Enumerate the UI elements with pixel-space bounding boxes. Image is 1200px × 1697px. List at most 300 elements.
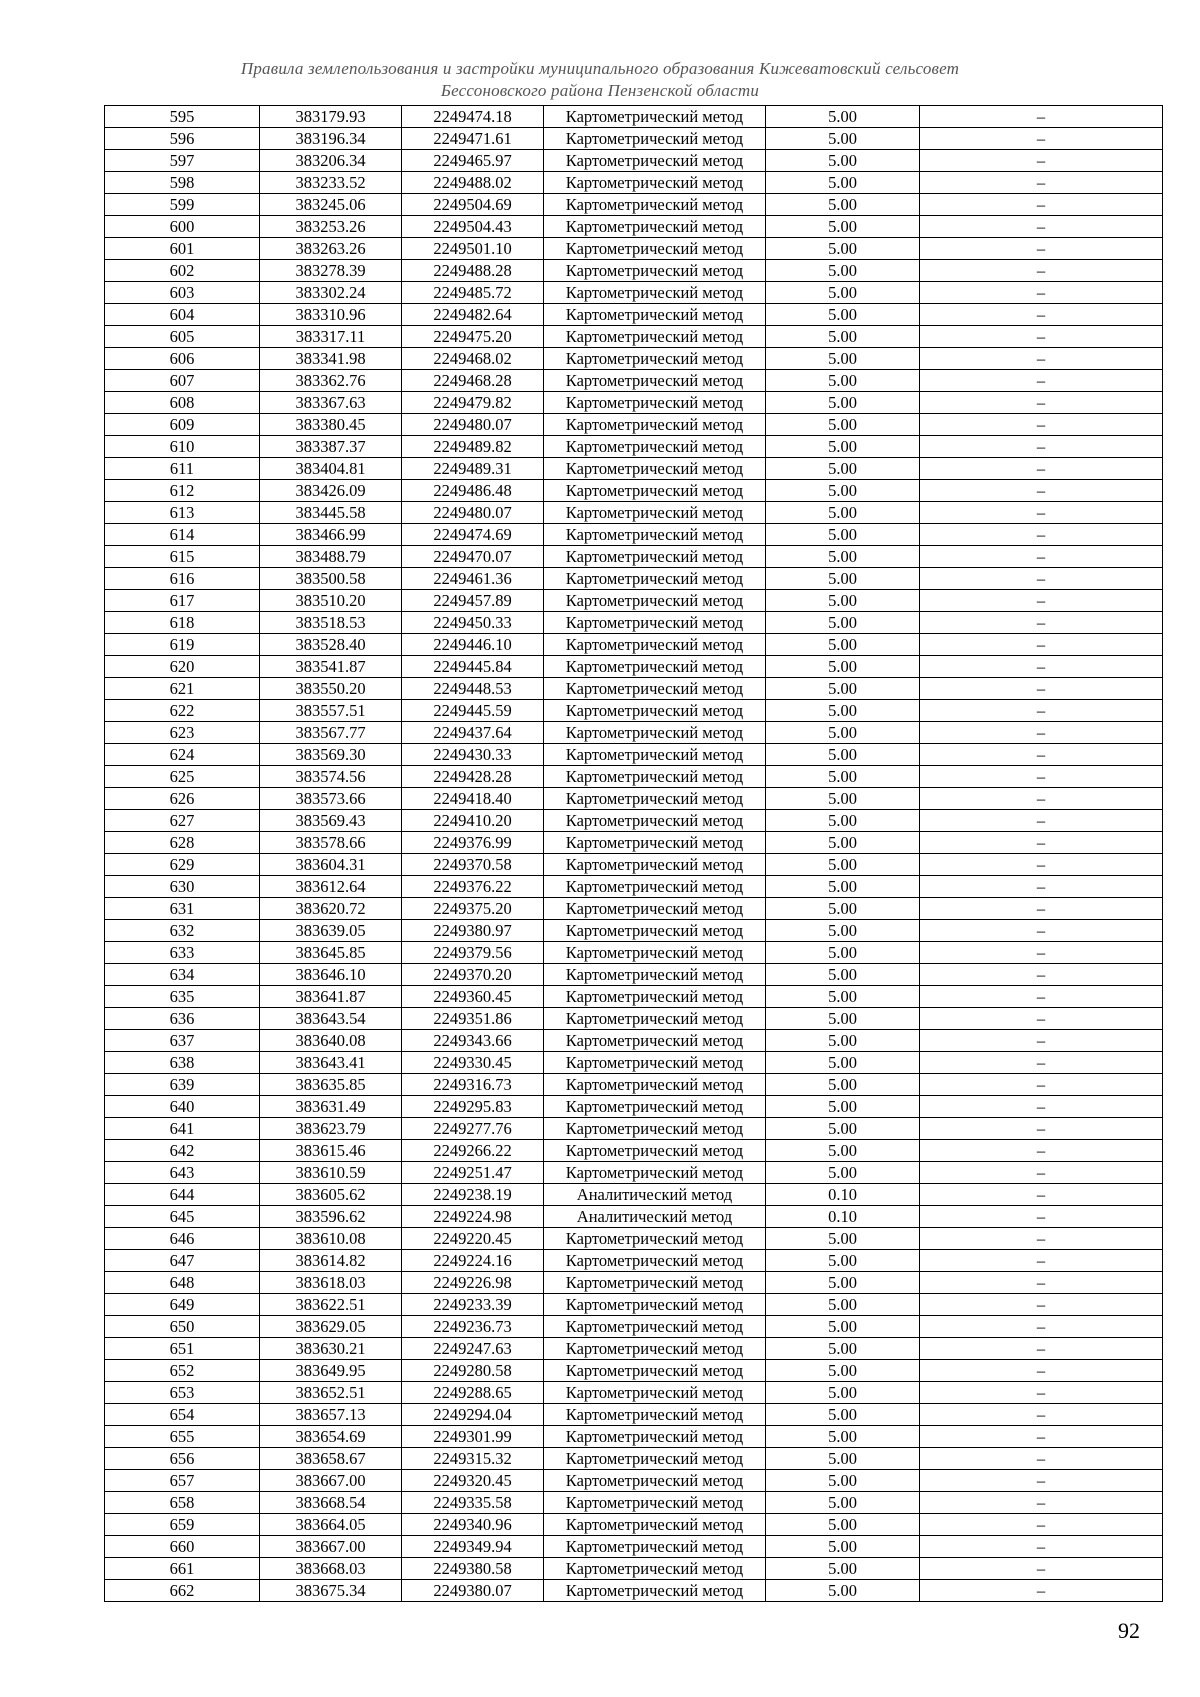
method-cell: Картометрический метод (544, 502, 766, 524)
accuracy-cell: 5.00 (766, 1272, 920, 1294)
description-cell: – (920, 964, 1163, 986)
y-coordinate-cell: 2249236.73 (402, 1316, 544, 1338)
method-cell: Картометрический метод (544, 788, 766, 810)
method-cell: Картометрический метод (544, 1074, 766, 1096)
method-cell: Картометрический метод (544, 1008, 766, 1030)
y-coordinate-cell: 2249376.99 (402, 832, 544, 854)
y-coordinate-cell: 2249316.73 (402, 1074, 544, 1096)
method-cell: Картометрический метод (544, 1492, 766, 1514)
y-coordinate-cell: 2249445.59 (402, 700, 544, 722)
table-row (105, 920, 1163, 942)
description-cell: – (920, 722, 1163, 744)
point-number-cell: 610 (105, 436, 260, 458)
point-number-cell: 602 (105, 260, 260, 282)
x-coordinate-cell: 383578.66 (260, 832, 402, 854)
point-number-cell: 607 (105, 370, 260, 392)
accuracy-cell: 5.00 (766, 656, 920, 678)
description-cell: – (920, 106, 1163, 128)
y-coordinate-cell: 2249479.82 (402, 392, 544, 414)
point-number-cell: 629 (105, 854, 260, 876)
accuracy-cell: 5.00 (766, 700, 920, 722)
method-cell: Картометрический метод (544, 392, 766, 414)
x-coordinate-cell: 383614.82 (260, 1250, 402, 1272)
y-coordinate-cell: 2249450.33 (402, 612, 544, 634)
point-number-cell: 635 (105, 986, 260, 1008)
y-coordinate-cell: 2249461.36 (402, 568, 544, 590)
y-coordinate-cell: 2249437.64 (402, 722, 544, 744)
point-number-cell: 640 (105, 1096, 260, 1118)
method-cell: Картометрический метод (544, 1030, 766, 1052)
description-cell: – (920, 612, 1163, 634)
x-coordinate-cell: 383622.51 (260, 1294, 402, 1316)
table-row (105, 1382, 1163, 1404)
description-cell: – (920, 128, 1163, 150)
description-cell: – (920, 876, 1163, 898)
description-cell: – (920, 326, 1163, 348)
point-number-cell: 653 (105, 1382, 260, 1404)
y-coordinate-cell: 2249501.10 (402, 238, 544, 260)
description-cell: – (920, 392, 1163, 414)
x-coordinate-cell: 383550.20 (260, 678, 402, 700)
method-cell: Картометрический метод (544, 1096, 766, 1118)
x-coordinate-cell: 383610.59 (260, 1162, 402, 1184)
accuracy-cell: 5.00 (766, 942, 920, 964)
point-number-cell: 595 (105, 106, 260, 128)
description-cell: – (920, 1580, 1163, 1602)
accuracy-cell: 5.00 (766, 1074, 920, 1096)
method-cell: Картометрический метод (544, 942, 766, 964)
table-row (105, 634, 1163, 656)
y-coordinate-cell: 2249489.31 (402, 458, 544, 480)
method-cell: Картометрический метод (544, 1426, 766, 1448)
table-row (105, 788, 1163, 810)
y-coordinate-cell: 2249294.04 (402, 1404, 544, 1426)
y-coordinate-cell: 2249380.97 (402, 920, 544, 942)
method-cell: Картометрический метод (544, 766, 766, 788)
y-coordinate-cell: 2249295.83 (402, 1096, 544, 1118)
y-coordinate-cell: 2249266.22 (402, 1140, 544, 1162)
description-cell: – (920, 810, 1163, 832)
y-coordinate-cell: 2249448.53 (402, 678, 544, 700)
accuracy-cell: 5.00 (766, 766, 920, 788)
point-number-cell: 639 (105, 1074, 260, 1096)
description-cell: – (920, 1536, 1163, 1558)
table-row (105, 370, 1163, 392)
y-coordinate-cell: 2249351.86 (402, 1008, 544, 1030)
accuracy-cell: 5.00 (766, 326, 920, 348)
accuracy-cell: 5.00 (766, 282, 920, 304)
y-coordinate-cell: 2249224.16 (402, 1250, 544, 1272)
point-number-cell: 616 (105, 568, 260, 590)
method-cell: Картометрический метод (544, 1118, 766, 1140)
description-cell: – (920, 216, 1163, 238)
accuracy-cell: 5.00 (766, 1426, 920, 1448)
accuracy-cell: 5.00 (766, 1360, 920, 1382)
description-cell: – (920, 986, 1163, 1008)
accuracy-cell: 5.00 (766, 106, 920, 128)
point-number-cell: 659 (105, 1514, 260, 1536)
y-coordinate-cell: 2249360.45 (402, 986, 544, 1008)
accuracy-cell: 5.00 (766, 1294, 920, 1316)
accuracy-cell: 5.00 (766, 546, 920, 568)
y-coordinate-cell: 2249220.45 (402, 1228, 544, 1250)
description-cell: – (920, 502, 1163, 524)
y-coordinate-cell: 2249251.47 (402, 1162, 544, 1184)
table-row (105, 216, 1163, 238)
accuracy-cell: 5.00 (766, 1228, 920, 1250)
x-coordinate-cell: 383605.62 (260, 1184, 402, 1206)
table-row (105, 392, 1163, 414)
accuracy-cell: 5.00 (766, 1558, 920, 1580)
method-cell: Картометрический метод (544, 1052, 766, 1074)
y-coordinate-cell: 2249379.56 (402, 942, 544, 964)
x-coordinate-cell: 383341.98 (260, 348, 402, 370)
table-row (105, 1118, 1163, 1140)
accuracy-cell: 5.00 (766, 414, 920, 436)
x-coordinate-cell: 383629.05 (260, 1316, 402, 1338)
method-cell: Картометрический метод (544, 260, 766, 282)
point-number-cell: 638 (105, 1052, 260, 1074)
description-cell: – (920, 282, 1163, 304)
method-cell: Картометрический метод (544, 986, 766, 1008)
table-row (105, 590, 1163, 612)
accuracy-cell: 5.00 (766, 1096, 920, 1118)
table-row (105, 700, 1163, 722)
point-number-cell: 624 (105, 744, 260, 766)
description-cell: – (920, 1096, 1163, 1118)
description-cell: – (920, 1140, 1163, 1162)
table-row (105, 1448, 1163, 1470)
description-cell: – (920, 766, 1163, 788)
y-coordinate-cell: 2249480.07 (402, 502, 544, 524)
method-cell: Картометрический метод (544, 810, 766, 832)
page-header (150, 58, 1050, 102)
y-coordinate-cell: 2249320.45 (402, 1470, 544, 1492)
point-number-cell: 645 (105, 1206, 260, 1228)
accuracy-cell: 5.00 (766, 986, 920, 1008)
table-row (105, 1096, 1163, 1118)
table-row (105, 1338, 1163, 1360)
x-coordinate-cell: 383253.26 (260, 216, 402, 238)
x-coordinate-cell: 383196.34 (260, 128, 402, 150)
y-coordinate-cell: 2249504.43 (402, 216, 544, 238)
x-coordinate-cell: 383574.56 (260, 766, 402, 788)
x-coordinate-cell: 383387.37 (260, 436, 402, 458)
method-cell: Картометрический метод (544, 920, 766, 942)
method-cell: Картометрический метод (544, 172, 766, 194)
method-cell: Картометрический метод (544, 546, 766, 568)
table-row (105, 436, 1163, 458)
accuracy-cell: 5.00 (766, 128, 920, 150)
y-coordinate-cell: 2249418.40 (402, 788, 544, 810)
description-cell: – (920, 1294, 1163, 1316)
point-number-cell: 618 (105, 612, 260, 634)
description-cell: – (920, 1250, 1163, 1272)
description-cell: – (920, 590, 1163, 612)
x-coordinate-cell: 383569.43 (260, 810, 402, 832)
point-number-cell: 631 (105, 898, 260, 920)
table-row (105, 1140, 1163, 1162)
point-number-cell: 632 (105, 920, 260, 942)
table-row (105, 150, 1163, 172)
point-number-cell: 606 (105, 348, 260, 370)
y-coordinate-cell: 2249475.20 (402, 326, 544, 348)
x-coordinate-cell: 383510.20 (260, 590, 402, 612)
point-number-cell: 661 (105, 1558, 260, 1580)
method-cell: Картометрический метод (544, 854, 766, 876)
table-row (105, 1250, 1163, 1272)
y-coordinate-cell: 2249315.32 (402, 1448, 544, 1470)
accuracy-cell: 5.00 (766, 832, 920, 854)
point-number-cell: 620 (105, 656, 260, 678)
method-cell: Картометрический метод (544, 216, 766, 238)
accuracy-cell: 5.00 (766, 810, 920, 832)
point-number-cell: 657 (105, 1470, 260, 1492)
y-coordinate-cell: 2249277.76 (402, 1118, 544, 1140)
accuracy-cell: 5.00 (766, 260, 920, 282)
point-number-cell: 652 (105, 1360, 260, 1382)
x-coordinate-cell: 383645.85 (260, 942, 402, 964)
y-coordinate-cell: 2249370.58 (402, 854, 544, 876)
point-number-cell: 625 (105, 766, 260, 788)
x-coordinate-cell: 383646.10 (260, 964, 402, 986)
y-coordinate-cell: 2249330.45 (402, 1052, 544, 1074)
method-cell: Картометрический метод (544, 524, 766, 546)
description-cell: – (920, 414, 1163, 436)
point-number-cell: 597 (105, 150, 260, 172)
description-cell: – (920, 458, 1163, 480)
point-number-cell: 628 (105, 832, 260, 854)
x-coordinate-cell: 383630.21 (260, 1338, 402, 1360)
method-cell: Картометрический метод (544, 348, 766, 370)
method-cell: Картометрический метод (544, 1162, 766, 1184)
accuracy-cell: 5.00 (766, 1316, 920, 1338)
accuracy-cell: 5.00 (766, 1250, 920, 1272)
description-cell: – (920, 1404, 1163, 1426)
table-row (105, 1404, 1163, 1426)
x-coordinate-cell: 383639.05 (260, 920, 402, 942)
x-coordinate-cell: 383557.51 (260, 700, 402, 722)
y-coordinate-cell: 2249474.18 (402, 106, 544, 128)
table-row (105, 326, 1163, 348)
x-coordinate-cell: 383567.77 (260, 722, 402, 744)
point-number-cell: 649 (105, 1294, 260, 1316)
accuracy-cell: 5.00 (766, 524, 920, 546)
point-number-cell: 599 (105, 194, 260, 216)
point-number-cell: 605 (105, 326, 260, 348)
accuracy-cell: 5.00 (766, 898, 920, 920)
method-cell: Аналитический метод (544, 1206, 766, 1228)
page-number: 92 (1118, 1618, 1140, 1643)
method-cell: Картометрический метод (544, 1272, 766, 1294)
y-coordinate-cell: 2249468.28 (402, 370, 544, 392)
point-number-cell: 646 (105, 1228, 260, 1250)
x-coordinate-cell: 383604.31 (260, 854, 402, 876)
y-coordinate-cell: 2249474.69 (402, 524, 544, 546)
table-row (105, 172, 1163, 194)
description-cell: – (920, 1338, 1163, 1360)
method-cell: Картометрический метод (544, 612, 766, 634)
accuracy-cell: 5.00 (766, 502, 920, 524)
accuracy-cell: 5.00 (766, 1382, 920, 1404)
accuracy-cell: 5.00 (766, 1118, 920, 1140)
method-cell: Картометрический метод (544, 744, 766, 766)
table-row (105, 1228, 1163, 1250)
table-row (105, 1558, 1163, 1580)
description-cell: – (920, 436, 1163, 458)
accuracy-cell: 5.00 (766, 1404, 920, 1426)
table-row (105, 942, 1163, 964)
point-number-cell: 596 (105, 128, 260, 150)
point-number-cell: 611 (105, 458, 260, 480)
method-cell: Картометрический метод (544, 1382, 766, 1404)
point-number-cell: 617 (105, 590, 260, 612)
point-number-cell: 609 (105, 414, 260, 436)
y-coordinate-cell: 2249380.58 (402, 1558, 544, 1580)
y-coordinate-cell: 2249349.94 (402, 1536, 544, 1558)
y-coordinate-cell: 2249247.63 (402, 1338, 544, 1360)
table-row (105, 1470, 1163, 1492)
description-cell: – (920, 1030, 1163, 1052)
point-number-cell: 612 (105, 480, 260, 502)
y-coordinate-cell: 2249488.28 (402, 260, 544, 282)
y-coordinate-cell: 2249226.98 (402, 1272, 544, 1294)
method-cell: Картометрический метод (544, 876, 766, 898)
table-row (105, 568, 1163, 590)
accuracy-cell: 5.00 (766, 150, 920, 172)
y-coordinate-cell: 2249486.48 (402, 480, 544, 502)
accuracy-cell: 0.10 (766, 1184, 920, 1206)
description-cell: – (920, 1382, 1163, 1404)
table-row (105, 744, 1163, 766)
table-row (105, 1426, 1163, 1448)
y-coordinate-cell: 2249301.99 (402, 1426, 544, 1448)
x-coordinate-cell: 383668.03 (260, 1558, 402, 1580)
description-cell: – (920, 898, 1163, 920)
method-cell: Картометрический метод (544, 194, 766, 216)
description-cell: – (920, 854, 1163, 876)
x-coordinate-cell: 383179.93 (260, 106, 402, 128)
y-coordinate-cell: 2249233.39 (402, 1294, 544, 1316)
point-number-cell: 655 (105, 1426, 260, 1448)
accuracy-cell: 5.00 (766, 1162, 920, 1184)
point-number-cell: 627 (105, 810, 260, 832)
description-cell: – (920, 1316, 1163, 1338)
method-cell: Картометрический метод (544, 1338, 766, 1360)
method-cell: Картометрический метод (544, 964, 766, 986)
description-cell: – (920, 1514, 1163, 1536)
description-cell: – (920, 832, 1163, 854)
accuracy-cell: 5.00 (766, 634, 920, 656)
x-coordinate-cell: 383668.54 (260, 1492, 402, 1514)
x-coordinate-cell: 383664.05 (260, 1514, 402, 1536)
x-coordinate-cell: 383245.06 (260, 194, 402, 216)
description-cell: – (920, 656, 1163, 678)
point-number-cell: 650 (105, 1316, 260, 1338)
method-cell: Картометрический метод (544, 414, 766, 436)
x-coordinate-cell: 383263.26 (260, 238, 402, 260)
description-cell: – (920, 942, 1163, 964)
y-coordinate-cell: 2249480.07 (402, 414, 544, 436)
x-coordinate-cell: 383667.00 (260, 1470, 402, 1492)
point-number-cell: 615 (105, 546, 260, 568)
point-number-cell: 634 (105, 964, 260, 986)
point-number-cell: 660 (105, 1536, 260, 1558)
method-cell: Картометрический метод (544, 1558, 766, 1580)
accuracy-cell: 0.10 (766, 1206, 920, 1228)
point-number-cell: 636 (105, 1008, 260, 1030)
description-cell: – (920, 1228, 1163, 1250)
table-row (105, 304, 1163, 326)
table-row (105, 1514, 1163, 1536)
x-coordinate-cell: 383310.96 (260, 304, 402, 326)
method-cell: Картометрический метод (544, 326, 766, 348)
y-coordinate-cell: 2249446.10 (402, 634, 544, 656)
y-coordinate-cell: 2249482.64 (402, 304, 544, 326)
accuracy-cell: 5.00 (766, 392, 920, 414)
table-row (105, 810, 1163, 832)
description-cell: – (920, 568, 1163, 590)
table-row (105, 546, 1163, 568)
accuracy-cell: 5.00 (766, 1580, 920, 1602)
x-coordinate-cell: 383206.34 (260, 150, 402, 172)
x-coordinate-cell: 383631.49 (260, 1096, 402, 1118)
method-cell: Картометрический метод (544, 898, 766, 920)
x-coordinate-cell: 383426.09 (260, 480, 402, 502)
y-coordinate-cell: 2249224.98 (402, 1206, 544, 1228)
description-cell: – (920, 1360, 1163, 1382)
accuracy-cell: 5.00 (766, 194, 920, 216)
x-coordinate-cell: 383623.79 (260, 1118, 402, 1140)
point-number-cell: 619 (105, 634, 260, 656)
method-cell: Картометрический метод (544, 700, 766, 722)
y-coordinate-cell: 2249445.84 (402, 656, 544, 678)
description-cell: – (920, 172, 1163, 194)
method-cell: Картометрический метод (544, 304, 766, 326)
method-cell: Картометрический метод (544, 832, 766, 854)
method-cell: Картометрический метод (544, 1316, 766, 1338)
method-cell: Картометрический метод (544, 1140, 766, 1162)
table-row (105, 964, 1163, 986)
method-cell: Картометрический метод (544, 1250, 766, 1272)
point-number-cell: 651 (105, 1338, 260, 1360)
accuracy-cell: 5.00 (766, 788, 920, 810)
x-coordinate-cell: 383445.58 (260, 502, 402, 524)
table-body (105, 106, 1163, 1602)
description-cell: – (920, 700, 1163, 722)
description-cell: – (920, 304, 1163, 326)
point-number-cell: 614 (105, 524, 260, 546)
description-cell: – (920, 1558, 1163, 1580)
description-cell: – (920, 1162, 1163, 1184)
table-row (105, 612, 1163, 634)
method-cell: Картометрический метод (544, 480, 766, 502)
description-cell: – (920, 238, 1163, 260)
y-coordinate-cell: 2249504.69 (402, 194, 544, 216)
x-coordinate-cell: 383380.45 (260, 414, 402, 436)
table-row (105, 348, 1163, 370)
method-cell: Картометрический метод (544, 436, 766, 458)
method-cell: Картометрический метод (544, 634, 766, 656)
accuracy-cell: 5.00 (766, 744, 920, 766)
accuracy-cell: 5.00 (766, 480, 920, 502)
description-cell: – (920, 788, 1163, 810)
accuracy-cell: 5.00 (766, 1140, 920, 1162)
description-cell: – (920, 260, 1163, 282)
method-cell: Картометрический метод (544, 238, 766, 260)
table-row (105, 1184, 1163, 1206)
table-row (105, 524, 1163, 546)
